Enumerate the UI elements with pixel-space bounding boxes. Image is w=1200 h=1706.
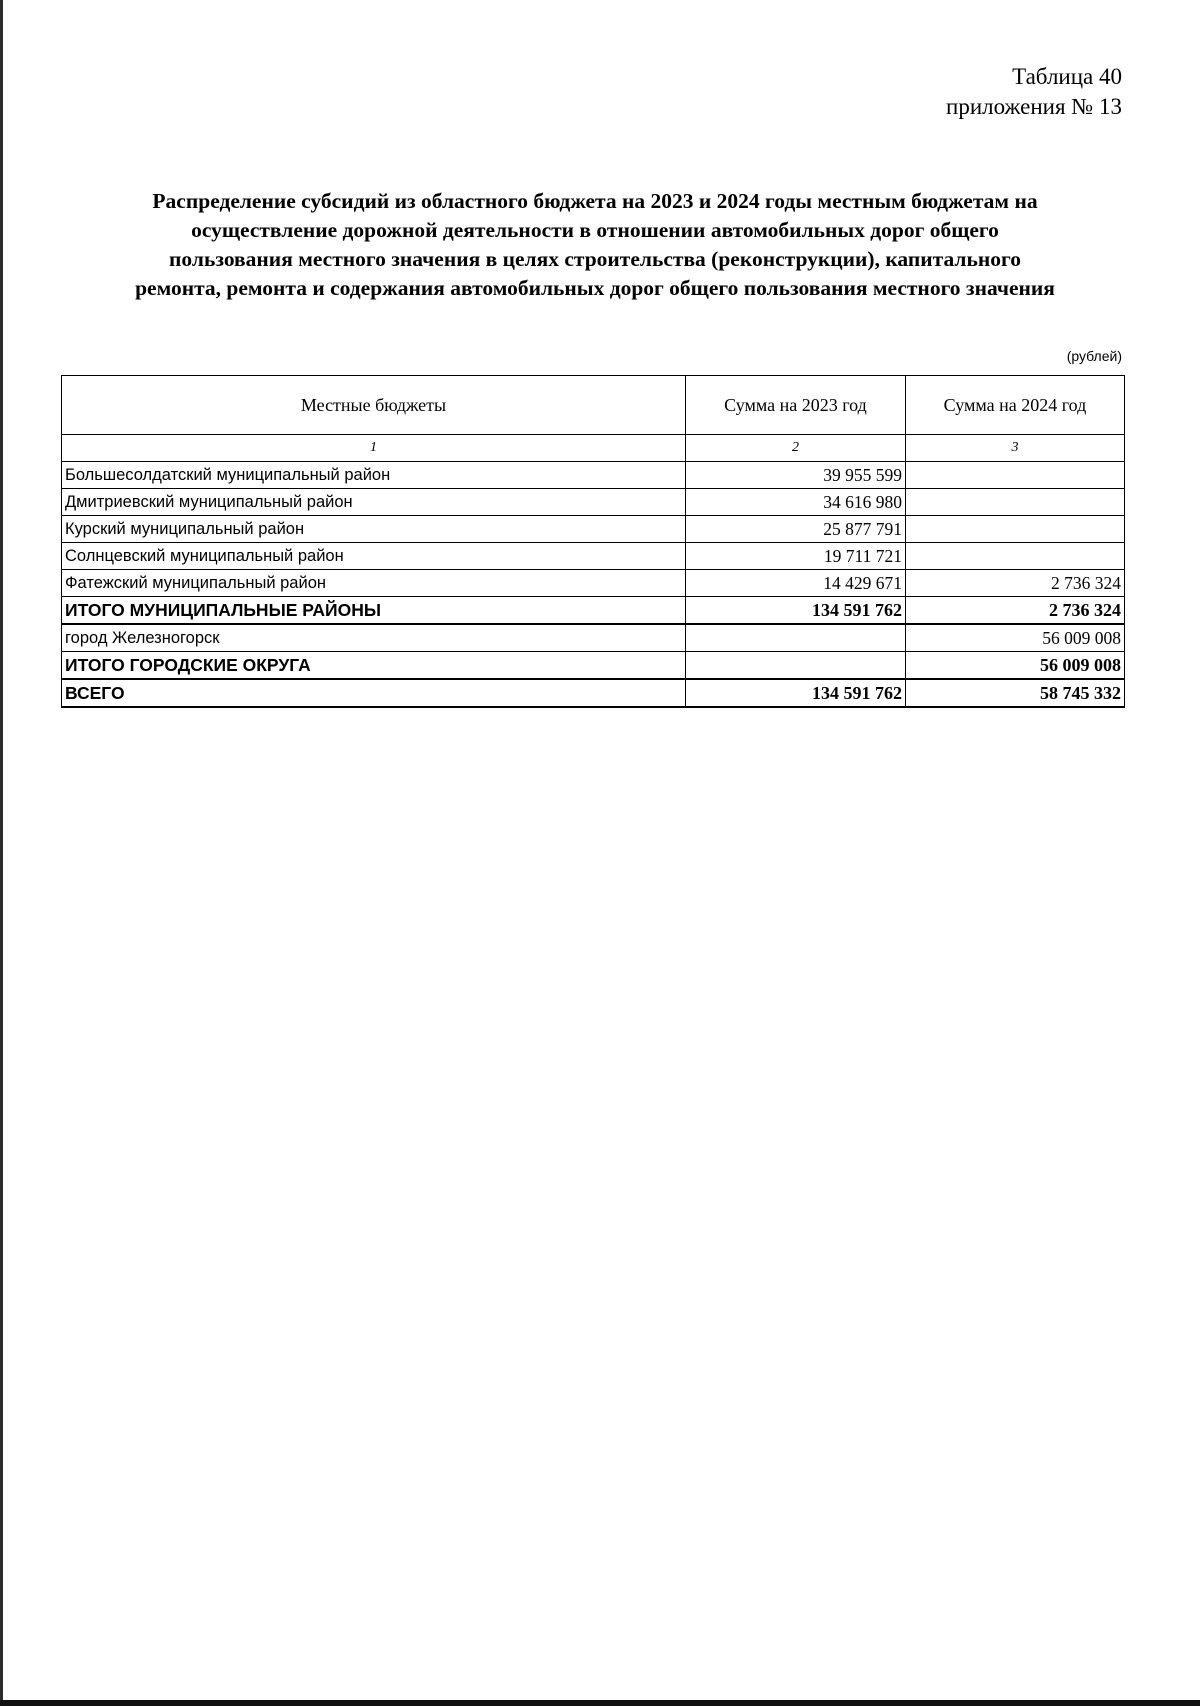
total-label: ИТОГО ГОРОДСКИЕ ОКРУГА: [62, 652, 686, 680]
sum-2023: [686, 624, 906, 652]
column-number-2: 2: [686, 435, 906, 462]
sum-2024: [906, 462, 1125, 489]
budget-name: Солнцевский муниципальный район: [62, 543, 686, 570]
table-header-row: [62, 376, 1125, 435]
total-label: ИТОГО МУНИЦИПАЛЬНЫЕ РАЙОНЫ: [62, 597, 686, 625]
sum-2024: [906, 516, 1125, 543]
document-title: [60, 187, 1130, 303]
appendix-number: приложения № 13: [946, 94, 1122, 119]
scan-edge-bottom: [0, 1700, 1200, 1706]
total-sum-2023: [686, 652, 906, 680]
table-row: [62, 624, 1125, 652]
header-sum-2023: Сумма на 2023 год: [686, 376, 906, 435]
subsidy-table: [61, 375, 1125, 708]
table-row: [62, 516, 1125, 543]
sum-2024: 56 009 008: [906, 624, 1125, 652]
grand-total-row: [62, 679, 1125, 707]
header-local-budgets: Местные бюджеты: [62, 376, 686, 435]
column-number-1: 1: [62, 435, 686, 462]
title-line-2: осуществление дорожной деятельности в отношении автомобильных дорог общего: [191, 218, 999, 242]
column-number-row: [62, 435, 1125, 462]
grand-total-2024: 58 745 332: [906, 679, 1125, 707]
scan-edge-left: [0, 0, 3, 1706]
budget-name: Дмитриевский муниципальный район: [62, 489, 686, 516]
title-line-1: Распределение субсидий из областного бюджета на 2023 и 2024 годы местным бюджетам на: [152, 189, 1038, 213]
total-sum-2023: 134 591 762: [686, 597, 906, 625]
table-row: [62, 462, 1125, 489]
title-line-4: ремонта, ремонта и содержания автомобильных дорог общего пользования местного значения: [135, 276, 1055, 300]
sum-2024: 2 736 324: [906, 570, 1125, 597]
title-line-3: пользования местного значения в целях строительства (реконструкции), капитального: [169, 247, 1021, 271]
sum-2023: 25 877 791: [686, 516, 906, 543]
budget-name: Курский муниципальный район: [62, 516, 686, 543]
sum-2023: 39 955 599: [686, 462, 906, 489]
sum-2023: 19 711 721: [686, 543, 906, 570]
total-row-city-districts: [62, 652, 1125, 680]
total-sum-2024: 56 009 008: [906, 652, 1125, 680]
table-row: [62, 489, 1125, 516]
grand-total-label: ВСЕГО: [62, 679, 686, 707]
table-number: Таблица 40: [1012, 64, 1122, 89]
table-row: [62, 570, 1125, 597]
header-sum-2024: Сумма на 2024 год: [906, 376, 1125, 435]
sum-2023: 14 429 671: [686, 570, 906, 597]
unit-note: (рублей): [1066, 348, 1122, 364]
sum-2023: 34 616 980: [686, 489, 906, 516]
column-number-3: 3: [906, 435, 1125, 462]
sum-2024: [906, 543, 1125, 570]
sum-2024: [906, 489, 1125, 516]
total-row-municipal-districts: [62, 597, 1125, 625]
table-reference: [946, 62, 1122, 122]
budget-name: город Железногорск: [62, 624, 686, 652]
budget-name: Фатежский муниципальный район: [62, 570, 686, 597]
total-sum-2024: 2 736 324: [906, 597, 1125, 625]
grand-total-2023: 134 591 762: [686, 679, 906, 707]
budget-name: Большесолдатский муниципальный район: [62, 462, 686, 489]
table-row: [62, 543, 1125, 570]
